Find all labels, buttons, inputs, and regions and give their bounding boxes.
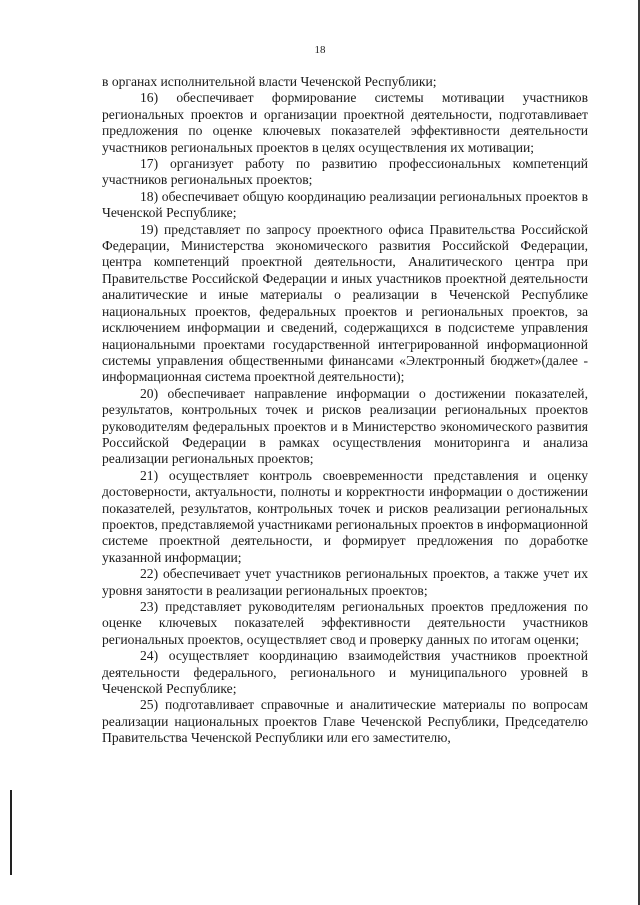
paragraph-item-25: 25) подготавливает справочные и аналитические материалы по вопросам реализации национальных проектов Главе Чеченской Республики, Председателю Правительства Чеченской Республики или его заместителю,	[102, 697, 588, 746]
paragraph-item-21: 21) осуществляет контроль своевременности представления и оценку достоверности, актуальности, полноты и корректности информации о достижении показателей, результатов, контрольных точек и рисков реализации региональных проектов, представляемой участниками региональных проектов в информационной системе проектной деятельности, и формирует предложения по доработке указанной информации;	[102, 467, 588, 565]
scan-edge-mark	[10, 790, 12, 875]
paragraph-item-18: 18) обеспечивает общую координацию реализации региональных проектов в Чеченской Республике;	[102, 188, 588, 221]
paragraph-item-16: 16) обеспечивает формирование системы мотивации участников региональных проектов и организации проектной деятельности, подготавливает предложения по оценке ключевых показателей эффективности деятельности участников региональных проектов в целях осуществления их мотивации;	[102, 90, 588, 155]
paragraph-item-23: 23) представляет руководителям региональных проектов предложения по оценке ключевых показателей эффективности деятельности участников региональных проектов, осуществляет свод и проверку данных по итогам оценки;	[102, 599, 588, 647]
paragraph-item-20: 20) обеспечивает направление информации о достижении показателей, результатов, контрольных точек и рисков реализации региональных проектов руководителям федеральных проектов и в Министерство экономического развития Российской Федерации в рамках осуществления мониторинга и анализа реализации региональных проектов;	[102, 385, 588, 467]
paragraph-continuation: в органах исполнительной власти Чеченской Республики;	[102, 74, 437, 89]
document-body	[102, 74, 588, 747]
paragraph-item-24: 24) осуществляет координацию взаимодействия участников проектной деятельности федерального, регионального и муниципального уровней в Чеченской Республике;	[102, 648, 588, 697]
page-number: 18	[314, 44, 326, 56]
paragraph-item-19: 19) представляет по запросу проектного офиса Правительства Российской Федерации, Министерства экономического развития Российской Федерации, центра компетенций проектной деятельности, Аналитического центра при Правительстве Российской Федерации и иных участников проектной деятельности аналитические и иные материалы о реализации в Чеченской Республике национальных проектов, федеральных проектов и региональных проектов, за исключением информации и сведений, содержащихся в подсистеме управления национальными проектами государственной интегрированной информационной системы управления общественными финансами «Электронный бюджет»(далее - информационная система проектной деятельности);	[102, 221, 588, 385]
paragraph-item-22: 22) обеспечивает учет участников региональных проектов, а также учет их уровня занятости в реализации региональных проектов;	[102, 566, 588, 598]
paragraph-item-17: 17) организует работу по развитию профессиональных компетенций участников региональных проектов;	[102, 156, 588, 188]
